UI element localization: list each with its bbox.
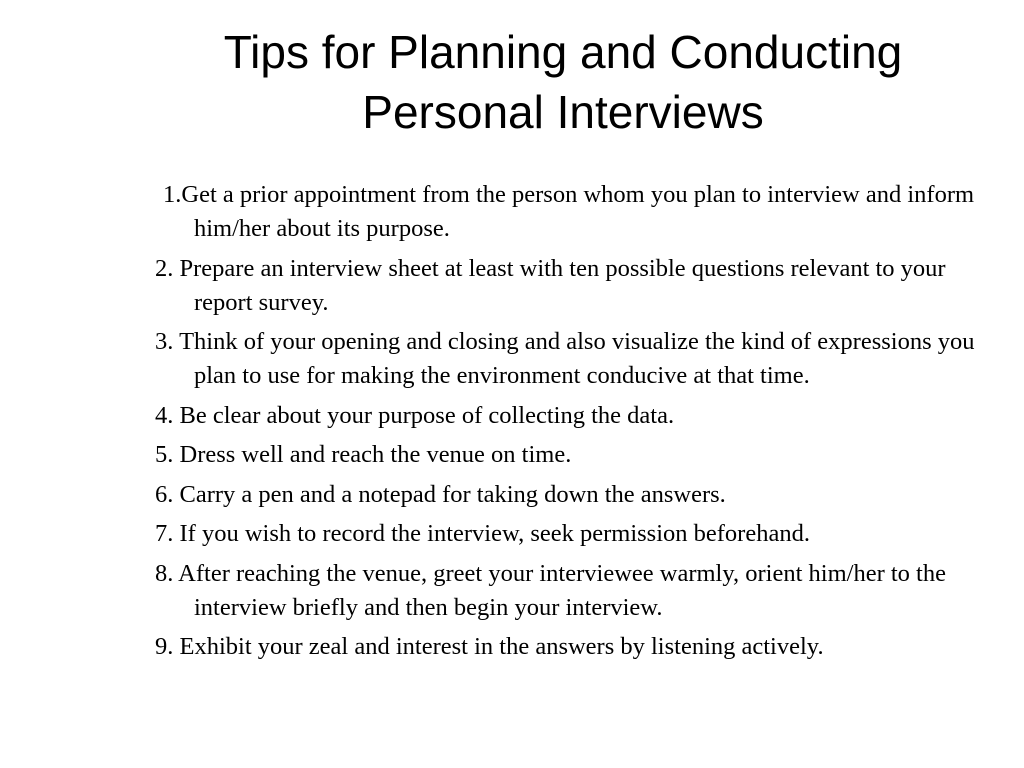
slide-title xyxy=(130,22,996,142)
tip-item-6 xyxy=(155,478,1000,512)
slide-title-line-1: Tips for Planning and Conducting xyxy=(223,26,903,78)
tip-number: 4. xyxy=(155,401,180,429)
tip-item-8 xyxy=(155,557,1000,625)
tip-text: Think of your opening and closing and also visualize the kind of expressions you plan to use for making the environment conducive at that time. xyxy=(179,328,975,389)
tip-text: Exhibit your zeal and interest in the answers by listening actively. xyxy=(179,633,824,660)
tip-number: 9. xyxy=(155,633,180,660)
tip-item-3 xyxy=(155,325,1000,393)
tip-number: 7. xyxy=(155,520,180,547)
tip-text: Be clear about your purpose of collecting the data. xyxy=(179,401,675,429)
tip-number: 3. xyxy=(155,328,180,355)
tip-item-5 xyxy=(155,438,1000,472)
tip-item-9 xyxy=(155,630,1000,664)
tip-item-1 xyxy=(155,178,1000,246)
tip-item-4 xyxy=(155,399,1000,433)
tip-number: 8. xyxy=(155,559,179,587)
tip-text: After reaching the venue, greet your interviewee warmly, orient him/her to the interview briefly and then begin your interview. xyxy=(178,559,946,621)
tip-text: Prepare an interview sheet at least with ten possible questions relevant to your report survey. xyxy=(179,254,946,316)
tip-item-2 xyxy=(155,252,1000,320)
tip-number: 5. xyxy=(155,441,180,468)
tip-item-7 xyxy=(155,517,1000,551)
tip-text: Dress well and reach the venue on time. xyxy=(179,441,572,468)
slide-title-line-2: Personal Interviews xyxy=(362,86,764,138)
tip-number: 6. xyxy=(155,480,180,508)
tip-text: Get a prior appointment from the person whom you plan to interview and inform him/her about its purpose. xyxy=(181,181,975,242)
tip-number: 1. xyxy=(163,181,182,208)
tips-list xyxy=(155,178,1000,670)
tip-text: If you wish to record the interview, seek permission beforehand. xyxy=(179,520,810,547)
tip-text: Carry a pen and a notepad for taking down the answers. xyxy=(179,480,726,508)
tip-number: 2. xyxy=(155,254,180,282)
